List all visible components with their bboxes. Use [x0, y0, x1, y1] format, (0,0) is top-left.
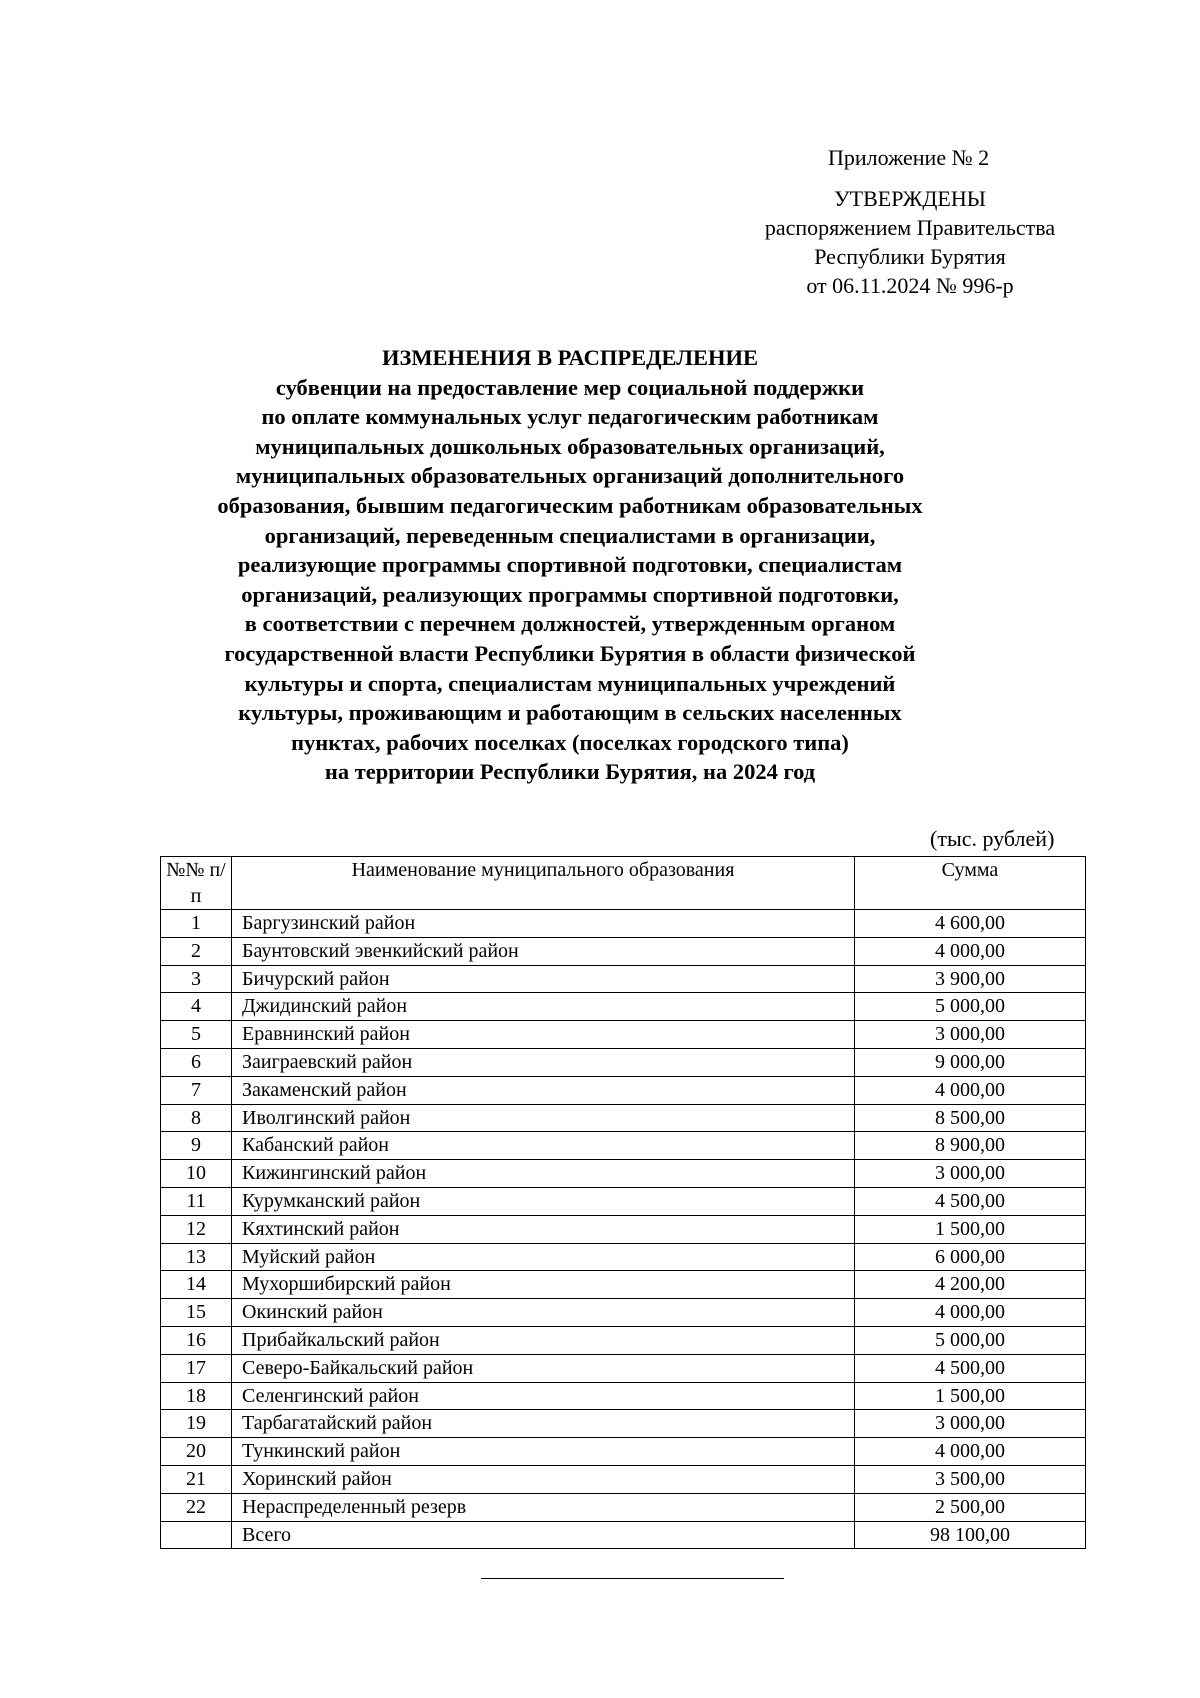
row-number: 11 [161, 1187, 232, 1215]
row-amount: 8 900,00 [855, 1132, 1086, 1160]
table-body [161, 910, 1086, 1549]
table-row [161, 1160, 1086, 1188]
total-amount: 98 100,00 [855, 1521, 1086, 1549]
table-row [161, 993, 1086, 1021]
table-row [161, 1410, 1086, 1438]
row-amount: 4 200,00 [855, 1271, 1086, 1299]
row-number: 15 [161, 1299, 232, 1327]
row-municipality: Окинский район [232, 1299, 855, 1327]
title-line: организаций, переведенным специалистами в организации, [264, 522, 876, 548]
title-line: культуры, проживающим и работающим в сельских населенных [238, 700, 902, 726]
row-number: 19 [161, 1410, 232, 1438]
title-line: на территории Республики Бурятия, на 2024 год [324, 759, 816, 785]
row-amount: 3 000,00 [855, 1410, 1086, 1438]
row-amount: 3 500,00 [855, 1465, 1086, 1493]
row-number: 9 [161, 1132, 232, 1160]
row-amount: 4 000,00 [855, 937, 1086, 965]
title-line: реализующие программы спортивной подготовки, специалистам [237, 552, 903, 578]
title-line: культуры и спорта, специалистам муниципальных учреждений [244, 670, 896, 696]
approval-date: от 06.11.2024 № 996-р [806, 273, 1014, 298]
row-number: 8 [161, 1104, 232, 1132]
approval-authority: распоряжением Правительства [764, 215, 1056, 240]
table-header-row [161, 857, 1086, 910]
row-municipality: Тарбагатайский район [232, 1410, 855, 1438]
row-number: 12 [161, 1215, 232, 1243]
table-row [161, 1104, 1086, 1132]
total-number [161, 1521, 232, 1549]
row-municipality: Селенгинский район [232, 1382, 855, 1410]
header-number: №№ п/п [161, 857, 232, 910]
row-municipality: Заиграевский район [232, 1048, 855, 1076]
title-line: муниципальных образовательных организаций дополнительного [235, 463, 905, 489]
table-row [161, 1299, 1086, 1327]
table-row [161, 1465, 1086, 1493]
row-municipality: Кабанский район [232, 1132, 855, 1160]
row-amount: 8 500,00 [855, 1104, 1086, 1132]
title-line: муниципальных дошкольных образовательных организаций, [255, 433, 885, 459]
total-row [161, 1521, 1086, 1549]
table-row [161, 1187, 1086, 1215]
document-title [130, 343, 1010, 787]
row-municipality: Тункинский район [232, 1438, 855, 1466]
row-amount: 6 000,00 [855, 1243, 1086, 1271]
title-line: ИЗМЕНЕНИЯ В РАСПРЕДЕЛЕНИЕ [381, 345, 759, 370]
table-row [161, 1215, 1086, 1243]
row-amount: 3 900,00 [855, 965, 1086, 993]
row-municipality: Прибайкальский район [232, 1326, 855, 1354]
row-amount: 5 000,00 [855, 993, 1086, 1021]
row-municipality: Еравнинский район [232, 1021, 855, 1049]
row-number: 2 [161, 937, 232, 965]
title-line: организаций, реализующих программы спортивной подготовки, [241, 581, 899, 607]
row-municipality: Кижингинский район [232, 1160, 855, 1188]
row-amount: 4 600,00 [855, 910, 1086, 938]
table-row [161, 910, 1086, 938]
row-municipality: Муйский район [232, 1243, 855, 1271]
annex-number: Приложение № 2 [828, 145, 990, 170]
table-row [161, 937, 1086, 965]
row-number: 7 [161, 1076, 232, 1104]
row-amount: 2 500,00 [855, 1493, 1086, 1521]
table-row [161, 1132, 1086, 1160]
row-municipality: Северо-Байкальский район [232, 1354, 855, 1382]
row-amount: 4 000,00 [855, 1299, 1086, 1327]
row-number: 20 [161, 1438, 232, 1466]
row-amount: 5 000,00 [855, 1326, 1086, 1354]
table-row [161, 1493, 1086, 1521]
table-row [161, 1021, 1086, 1049]
row-municipality: Баргузинский район [232, 910, 855, 938]
row-amount: 1 500,00 [855, 1215, 1086, 1243]
row-municipality: Кяхтинский район [232, 1215, 855, 1243]
approval-stamp [740, 184, 1080, 300]
title-line: по оплате коммунальных услуг педагогическим работникам [261, 404, 879, 430]
table-row [161, 1076, 1086, 1104]
title-line: образования, бывшим педагогическим работникам образовательных [217, 492, 923, 518]
units-label: (тыс. рублей) [930, 826, 1055, 851]
title-line: пунктах, рабочих поселках (поселках городского типа) [291, 729, 849, 755]
row-municipality: Мухоршибирский район [232, 1271, 855, 1299]
row-amount: 1 500,00 [855, 1382, 1086, 1410]
approval-region: Республики Бурятия [814, 244, 1006, 269]
row-number: 22 [161, 1493, 232, 1521]
end-divider [481, 1578, 784, 1579]
table-row [161, 1326, 1086, 1354]
row-number: 6 [161, 1048, 232, 1076]
row-number: 14 [161, 1271, 232, 1299]
table-row [161, 1354, 1086, 1382]
table-header [161, 857, 1086, 910]
row-number: 18 [161, 1382, 232, 1410]
row-municipality: Бичурский район [232, 965, 855, 993]
row-number: 1 [161, 910, 232, 938]
title-line: государственной власти Республики Бурятия в области физической [224, 640, 916, 666]
row-amount: 4 500,00 [855, 1354, 1086, 1382]
row-amount: 4 500,00 [855, 1187, 1086, 1215]
row-municipality: Иволгинский район [232, 1104, 855, 1132]
title-line: в соответствии с перечнем должностей, утвержденным органом [244, 611, 896, 637]
header-municipality: Наименование муниципального образования [232, 857, 855, 910]
title-line: субвенции на предоставление мер социальной поддержки [275, 374, 865, 400]
row-number: 4 [161, 993, 232, 1021]
row-municipality: Баунтовский эвенкийский район [232, 937, 855, 965]
row-number: 10 [161, 1160, 232, 1188]
row-number: 16 [161, 1326, 232, 1354]
table-row [161, 1243, 1086, 1271]
distribution-table [160, 856, 1086, 1549]
row-municipality: Нераспределенный резерв [232, 1493, 855, 1521]
row-number: 21 [161, 1465, 232, 1493]
table-row [161, 1271, 1086, 1299]
row-amount: 3 000,00 [855, 1160, 1086, 1188]
table-row [161, 1048, 1086, 1076]
row-amount: 9 000,00 [855, 1048, 1086, 1076]
total-label: Всего [232, 1521, 855, 1549]
row-municipality: Курумканский район [232, 1187, 855, 1215]
table-row [161, 1438, 1086, 1466]
row-number: 3 [161, 965, 232, 993]
table-row [161, 1382, 1086, 1410]
row-amount: 3 000,00 [855, 1021, 1086, 1049]
row-municipality: Джидинский район [232, 993, 855, 1021]
row-amount: 4 000,00 [855, 1438, 1086, 1466]
row-number: 5 [161, 1021, 232, 1049]
row-municipality: Хоринский район [232, 1465, 855, 1493]
row-number: 13 [161, 1243, 232, 1271]
row-amount: 4 000,00 [855, 1076, 1086, 1104]
row-number: 17 [161, 1354, 232, 1382]
approval-title: УТВЕРЖДЕНЫ [834, 186, 986, 211]
row-municipality: Закаменский район [232, 1076, 855, 1104]
table-row [161, 965, 1086, 993]
header-amount: Сумма [855, 857, 1086, 910]
